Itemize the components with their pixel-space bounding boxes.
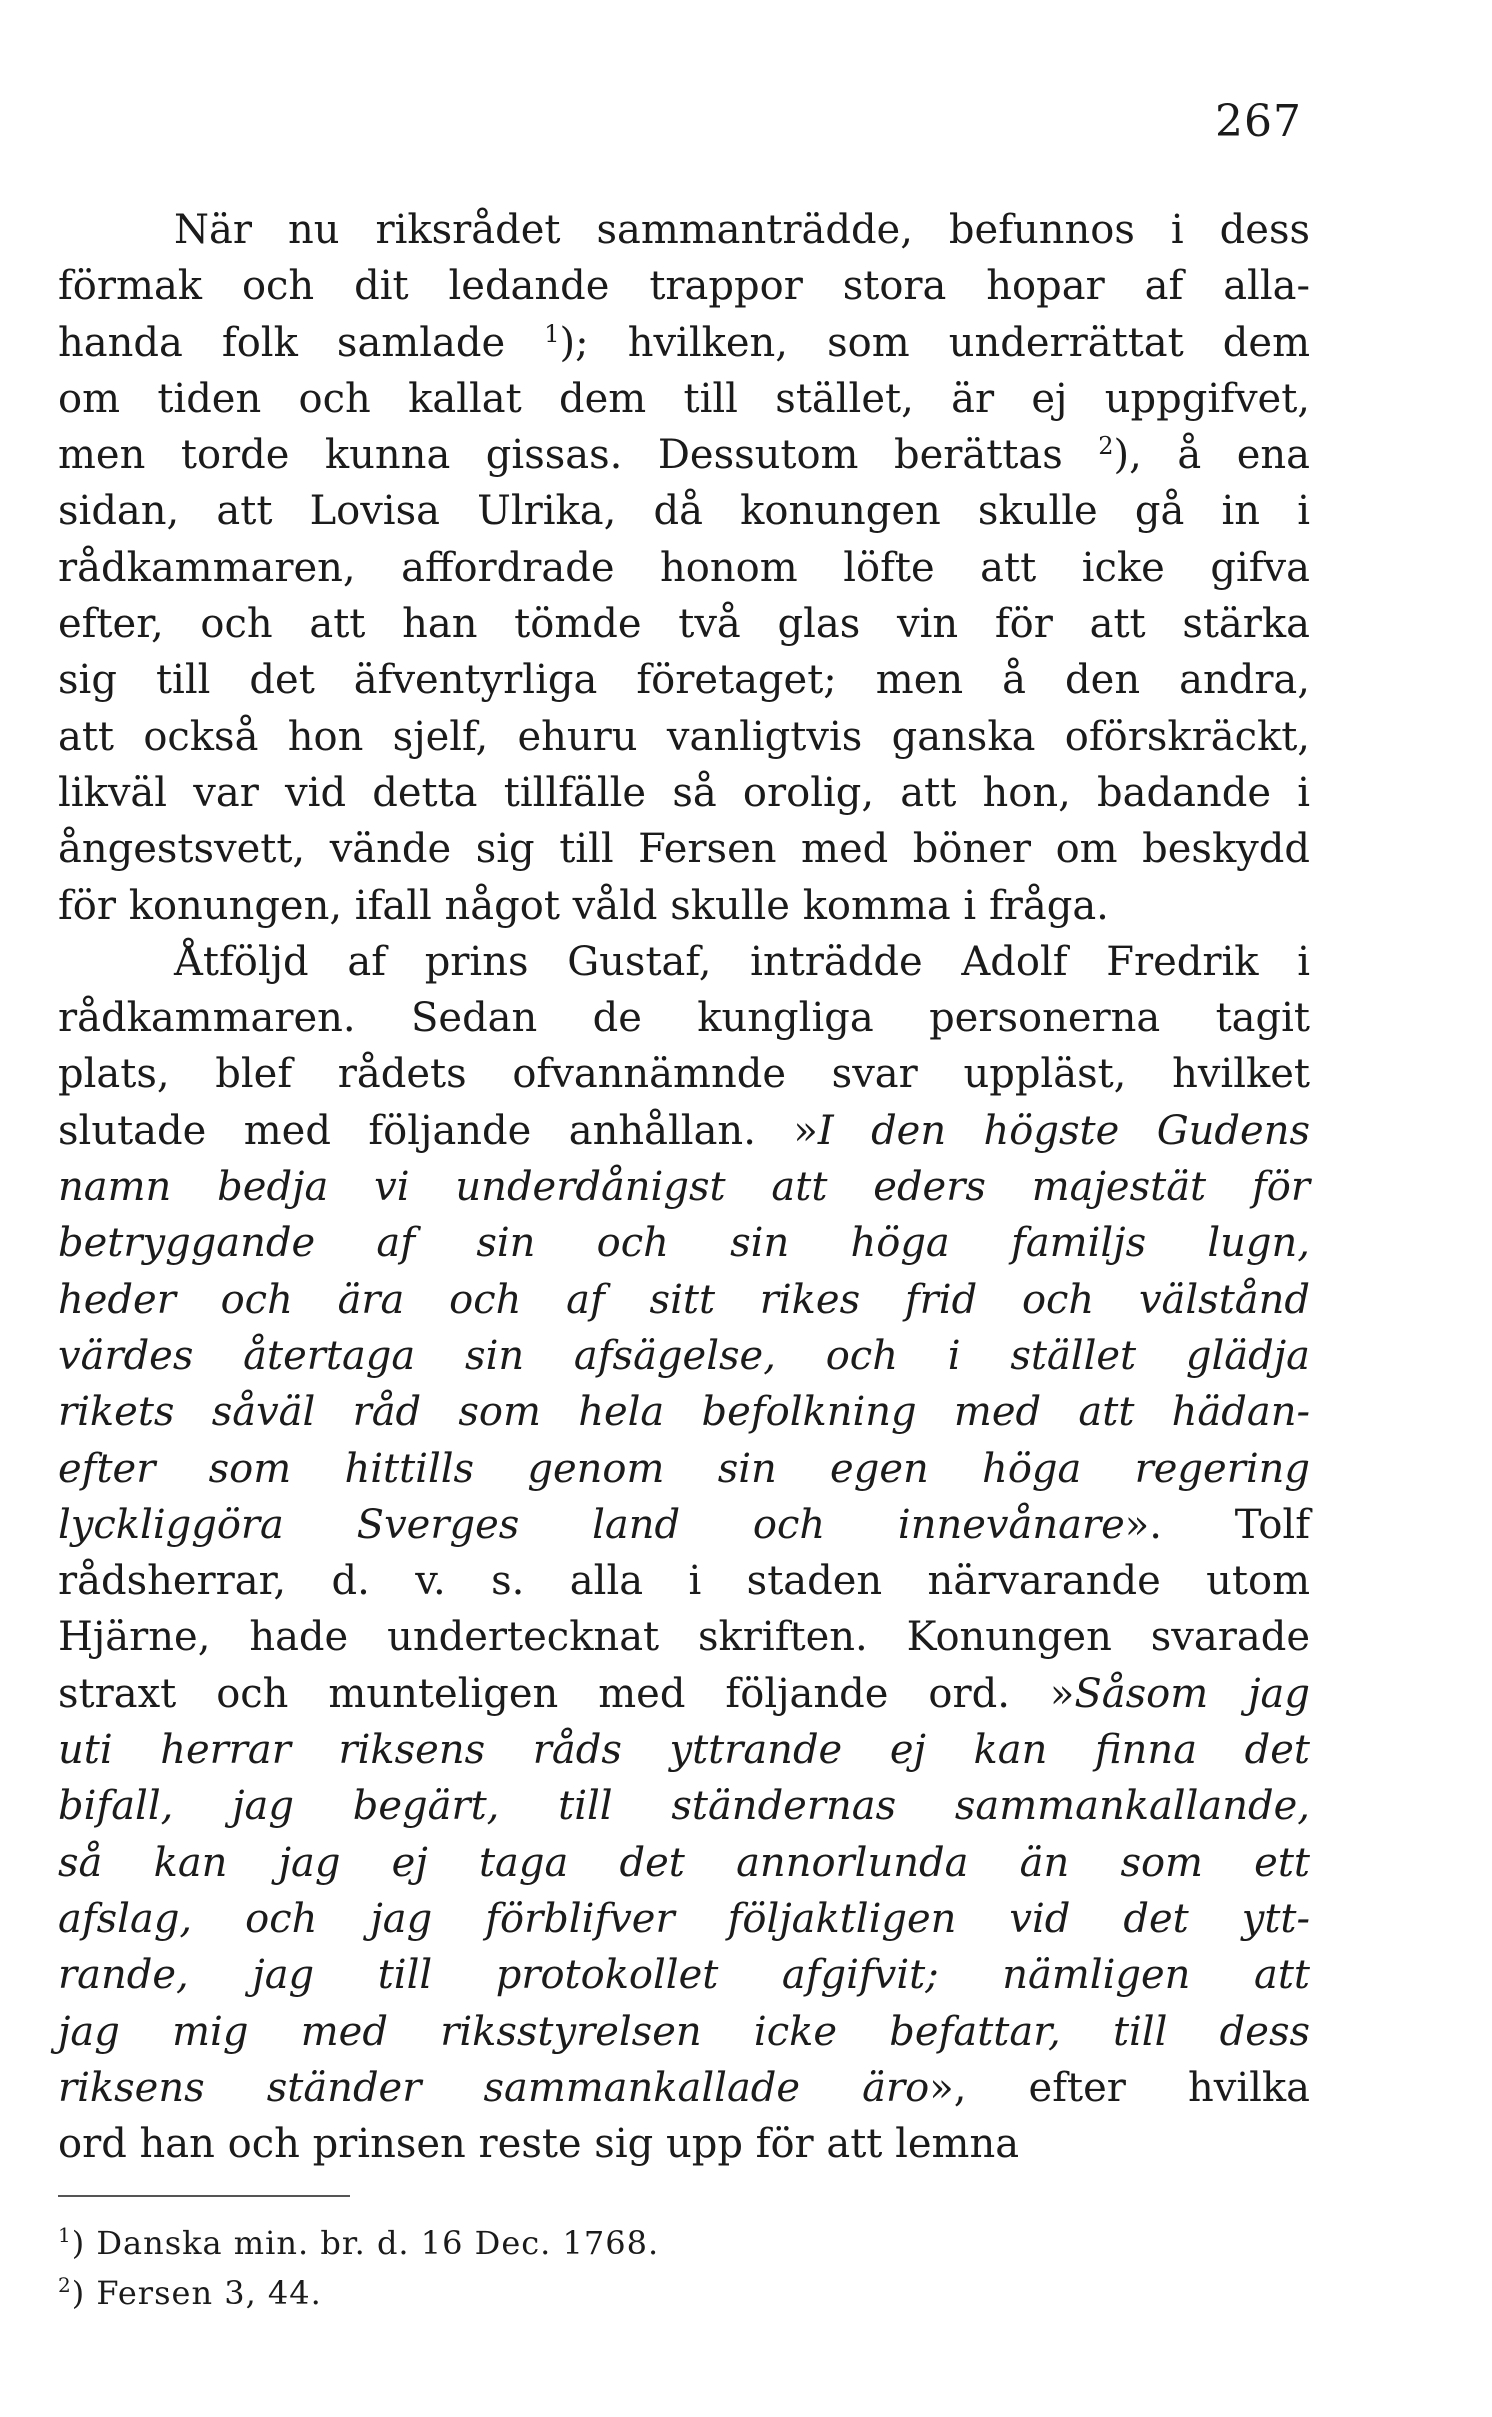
text-line	[58, 934, 1310, 990]
quoted-text: rikets såväl råd som hela befolkning med att hädan-	[58, 1389, 1310, 1436]
footnote-ref: 1	[544, 319, 560, 348]
text-run: sidan, att Lovisa Ulrika, då konungen skulle gå in i	[58, 488, 1310, 535]
text-line	[58, 1891, 1310, 1947]
text-run: rådkammaren. Sedan de kungliga personerna tagit	[58, 995, 1310, 1042]
quoted-text: I den högste Gudens	[817, 1107, 1310, 1154]
text-line	[58, 1046, 1310, 1102]
text-run: om tiden och kallat dem till stället, är ej uppgifvet,	[58, 375, 1310, 422]
text-run: handa folk samlade	[58, 319, 545, 366]
text-run: för konungen, ifall något våld skulle komma i fråga.	[58, 882, 1109, 929]
text-line	[58, 1328, 1310, 1384]
text-line	[58, 1384, 1310, 1440]
quoted-text: efter som hittills genom sin egen höga regering	[58, 1445, 1310, 1492]
text-line	[58, 1103, 1310, 1159]
quoted-text: värdes återtaga sin afsägelse, och i stället glädja	[58, 1332, 1310, 1379]
quoted-text: betryggande af sin och sin höga familjs lugn,	[58, 1220, 1310, 1267]
quoted-text: uti herrar riksens råds yttrande ej kan finna det	[58, 1727, 1310, 1774]
quoted-text: riksens ständer sammankallade äro	[58, 2064, 930, 2111]
text-run: förmak och dit ledande trappor stora hopar af alla-	[58, 263, 1310, 310]
footnote	[58, 2218, 659, 2268]
text-line	[58, 1666, 1310, 1722]
text-run: ord han och prinsen reste sig upp för att lemna	[58, 2121, 1020, 2168]
body-text	[58, 202, 1310, 2172]
text-line	[58, 709, 1310, 765]
text-run: rådsherrar, d. v. s. alla i staden närvarande utom	[58, 1558, 1310, 1605]
quoted-text: namn bedja vi underdånigst att eders majestät för	[58, 1164, 1310, 1211]
text-line	[58, 596, 1310, 652]
footnote-mark: 1	[58, 2223, 72, 2247]
text-run: slutade med följande anhållan. »	[58, 1107, 818, 1154]
quoted-text: Såsom jag	[1074, 1670, 1311, 1717]
text-line	[58, 2060, 1310, 2116]
text-line	[58, 1159, 1310, 1215]
text-line	[58, 2004, 1310, 2060]
text-line	[58, 1553, 1310, 1609]
text-line	[58, 1722, 1310, 1778]
text-line	[58, 1947, 1310, 2003]
text-run: ångestsvett, vände sig till Fersen med böner om beskydd	[58, 826, 1310, 873]
text-run: Åtföljd af prins Gustaf, inträdde Adolf Fredrik i	[174, 938, 1310, 985]
text-run: ); hvilken, som underrättat dem	[559, 319, 1310, 366]
text-line	[58, 1441, 1310, 1497]
quoted-text: heder och ära och af sitt rikes frid och välstånd	[58, 1276, 1310, 1323]
text-run: straxt och munteligen med följande ord. »	[58, 1670, 1075, 1717]
text-run: efter, och att han tömde två glas vin för att stärka	[58, 601, 1310, 648]
text-line	[58, 483, 1310, 539]
text-line	[58, 990, 1310, 1046]
text-line	[58, 1272, 1310, 1328]
text-line	[58, 540, 1310, 596]
text-run: ), å ena	[1113, 432, 1310, 479]
text-run: Hjärne, hade undertecknat skriften. Konungen svarade	[58, 1614, 1310, 1661]
footnote	[58, 2268, 659, 2318]
quoted-text: rande, jag till protokollet afgifvit; nämligen att	[58, 1952, 1310, 1999]
text-run: », efter hvilka	[929, 2064, 1310, 2111]
footnote-divider	[58, 2195, 350, 2197]
quoted-text: afslag, och jag förblifver följaktligen vid det ytt-	[58, 1895, 1310, 1942]
text-run: likväl var vid detta tillfälle så orolig, att hon, badande i	[58, 769, 1310, 816]
quoted-text: så kan jag ej taga det annorlunda än som ett	[58, 1839, 1310, 1886]
quoted-text: bifall, jag begärt, till ständernas sammankallande,	[58, 1783, 1310, 1830]
text-run: När nu riksrådet sammanträdde, befunnos i dess	[174, 207, 1310, 253]
text-line	[58, 652, 1310, 708]
text-run: att också hon sjelf, ehuru vanligtvis ganska oförskräckt,	[58, 713, 1310, 760]
text-line	[58, 371, 1310, 427]
text-line	[58, 821, 1310, 877]
text-run: men torde kunna gissas. Dessutom berättas	[58, 432, 1099, 479]
footnote-mark: 2	[58, 2273, 72, 2297]
text-line	[58, 1497, 1310, 1553]
page-number: 267	[1215, 96, 1302, 147]
text-line	[58, 2116, 1310, 2172]
text-line	[58, 315, 1310, 371]
text-line	[58, 1215, 1310, 1271]
text-line	[58, 427, 1310, 483]
text-line	[58, 1609, 1310, 1665]
text-line	[58, 765, 1310, 821]
quoted-text: jag mig med riksstyrelsen icke befattar, till dess	[58, 2008, 1310, 2055]
text-run: plats, blef rådets ofvannämnde svar uppläst, hvilket	[58, 1051, 1310, 1098]
footnote-text: ) Fersen 3, 44.	[71, 2274, 322, 2312]
text-run: rådkammaren, affordrade honom löfte att icke gifva	[58, 544, 1310, 591]
quoted-text: lyckliggöra Sverges land och innevånare	[58, 1501, 1125, 1548]
footnote-ref: 2	[1098, 432, 1114, 461]
text-run: sig till det äfventyrliga företaget; men å den andra,	[58, 657, 1310, 704]
footnote-text: ) Danska min. br. d. 16 Dec. 1768.	[71, 2224, 660, 2262]
text-line	[58, 202, 1310, 258]
text-run: ». Tolf	[1124, 1501, 1311, 1548]
text-line	[58, 258, 1310, 314]
footnotes	[58, 2218, 659, 2318]
text-line	[58, 878, 1310, 934]
text-line	[58, 1778, 1310, 1834]
text-line	[58, 1835, 1310, 1891]
